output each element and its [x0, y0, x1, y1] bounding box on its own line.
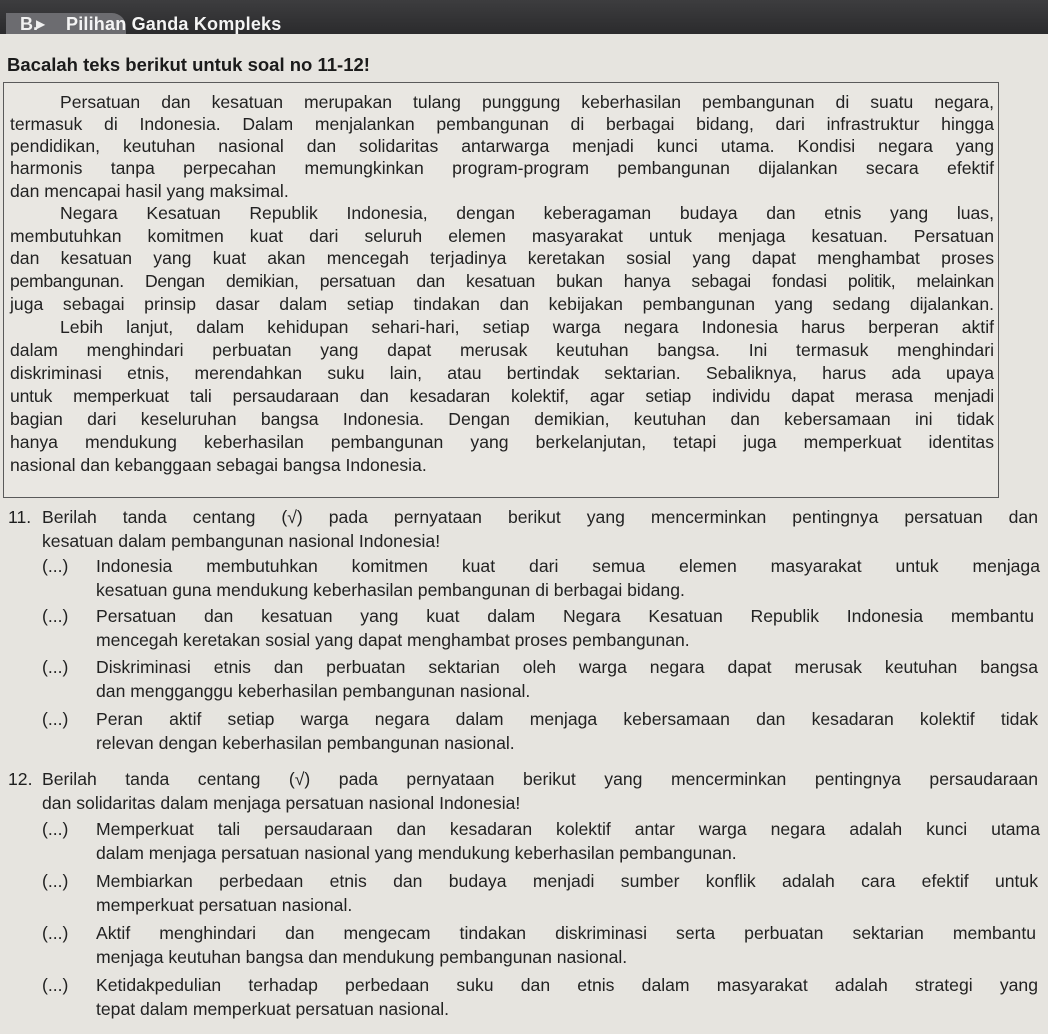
question-stem: kesatuan dalam pembangunan nasional Indonesia! — [42, 531, 441, 551]
passage-line: pendidikan, keutuhan nasional dan solidaritas antarwarga menjadi kunci utama. Kondisi negara yang — [10, 136, 994, 156]
question-stem: Berilah tanda centang (√) pada pernyataan berikut yang mencerminkan pentingnya persatuan dan — [42, 507, 1038, 527]
passage-line: Negara Kesatuan Republik Indonesia, dengan keberagaman budaya dan etnis yang luas, — [60, 203, 994, 223]
passage-line: pembangunan. Dengan demikian, persatuan dan kesatuan bukan hanya sebagai fondasi politik, melainkan — [10, 271, 994, 291]
passage-line: harmonis tanpa perpecahan memungkinkan program-program pembangunan dijalankan secara efektif — [10, 158, 994, 178]
option-text: Memperkuat tali persaudaraan dan kesadaran kolektif antar warga negara adalah kunci utama — [96, 819, 1040, 839]
option-text: memperkuat persatuan nasional. — [96, 895, 353, 915]
passage-line: dalam menghindari perbuatan yang dapat merusak keutuhan bangsa. Ini termasuk menghindari — [10, 340, 994, 360]
option-text: kesatuan guna mendukung keberhasilan pembangunan di berbagai bidang. — [96, 580, 685, 600]
passage-line: hanya mendukung keberhasilan pembangunan yang berkelanjutan, tetapi juga memperkuat identitas — [10, 432, 994, 452]
option-text: relevan dengan keberhasilan pembangunan nasional. — [96, 733, 515, 753]
option-text: Persatuan dan kesatuan yang kuat dalam Negara Kesatuan Republik Indonesia membantu — [96, 606, 1034, 626]
passage-line: dan mencapai hasil yang maksimal. — [10, 181, 289, 201]
option-checkbox[interactable]: (...) — [42, 819, 69, 839]
reading-instruction: Bacalah teks berikut untuk soal no 11-12! — [7, 54, 370, 75]
question-stem: Berilah tanda centang (√) pada pernyataan berikut yang mencerminkan pentingnya persaudaraan — [42, 769, 1038, 789]
option-checkbox[interactable]: (...) — [42, 556, 69, 576]
option-text: Ketidakpedulian terhadap perbedaan suku dan etnis dalam masyarakat adalah strategi yang — [96, 975, 1038, 995]
passage-line: membutuhkan komitmen kuat dari seluruh elemen masyarakat untuk menjaga kesatuan. Persatuan — [10, 226, 994, 246]
option-text: dalam menjaga persatuan nasional yang mendukung keberhasilan pembangunan. — [96, 843, 737, 863]
option-text: mencegah keretakan sosial yang dapat menghambat proses pembangunan. — [96, 630, 690, 650]
passage-line: termasuk di Indonesia. Dalam menjalankan pembangunan di berbagai bidang, dari infrastruktur hingga — [10, 114, 994, 134]
section-arrow-icon: ▶ — [36, 17, 46, 31]
option-checkbox[interactable]: (...) — [42, 871, 69, 891]
passage-line: juga sebagai prinsip dasar dalam setiap tindakan dan kebijakan pembangunan yang sedang dijalankan. — [10, 294, 994, 314]
question-number: 12. — [8, 769, 33, 789]
passage-line: diskriminasi etnis, merendahkan suku lain, atau bertindak sektarian. Sebaliknya, harus ada upaya — [10, 363, 994, 383]
option-text: Aktif menghindari dan mengecam tindakan diskriminasi serta perbuatan sektarian membantu — [96, 923, 1036, 943]
passage-line: bagian dari keseluruhan bangsa Indonesia. Dengan demikian, keutuhan dan kebersamaan ini tidak — [10, 409, 994, 429]
option-text: Diskriminasi etnis dan perbuatan sektarian oleh warga negara dapat merusak keutuhan bangsa — [96, 657, 1038, 677]
section-title: Pilihan Ganda Kompleks — [66, 14, 282, 34]
passage-line: nasional dan kebanggaan sebagai bangsa Indonesia. — [10, 455, 427, 475]
section-letter: B. — [20, 14, 38, 34]
option-checkbox[interactable]: (...) — [42, 606, 69, 626]
option-checkbox[interactable]: (...) — [42, 975, 69, 995]
passage-line: Lebih lanjut, dalam kehidupan sehari-hari, setiap warga negara Indonesia harus berperan aktif — [60, 317, 994, 337]
option-checkbox[interactable]: (...) — [42, 657, 69, 677]
passage-line: dan kesatuan yang kuat akan mencegah terjadinya keretakan sosial yang dapat menghambat proses — [10, 248, 994, 268]
question-number: 11. — [8, 507, 32, 527]
option-text: Membiarkan perbedaan etnis dan budaya menjadi sumber konflik adalah cara efektif untuk — [96, 871, 1038, 891]
passage-line: untuk memperkuat tali persaudaraan dan kesadaran kolektif, agar setiap individu dapat merasa menjadi — [10, 386, 994, 406]
passage-line: Persatuan dan kesatuan merupakan tulang punggung keberhasilan pembangunan di suatu negara, — [60, 92, 994, 112]
option-text: tepat dalam memperkuat persatuan nasional. — [96, 999, 450, 1019]
question-stem: dan solidaritas dalam menjaga persatuan nasional Indonesia! — [42, 793, 521, 813]
option-text: menjaga keutuhan bangsa dan mendukung pembangunan nasional. — [96, 947, 628, 967]
option-text: Peran aktif setiap warga negara dalam menjaga kebersamaan dan kesadaran kolektif tidak — [96, 709, 1038, 729]
option-checkbox[interactable]: (...) — [42, 709, 69, 729]
option-text: dan mengganggu keberhasilan pembangunan nasional. — [96, 681, 531, 701]
option-text: Indonesia membutuhkan komitmen kuat dari semua elemen masyarakat untuk menjaga — [96, 556, 1040, 576]
option-checkbox[interactable]: (...) — [42, 923, 69, 943]
